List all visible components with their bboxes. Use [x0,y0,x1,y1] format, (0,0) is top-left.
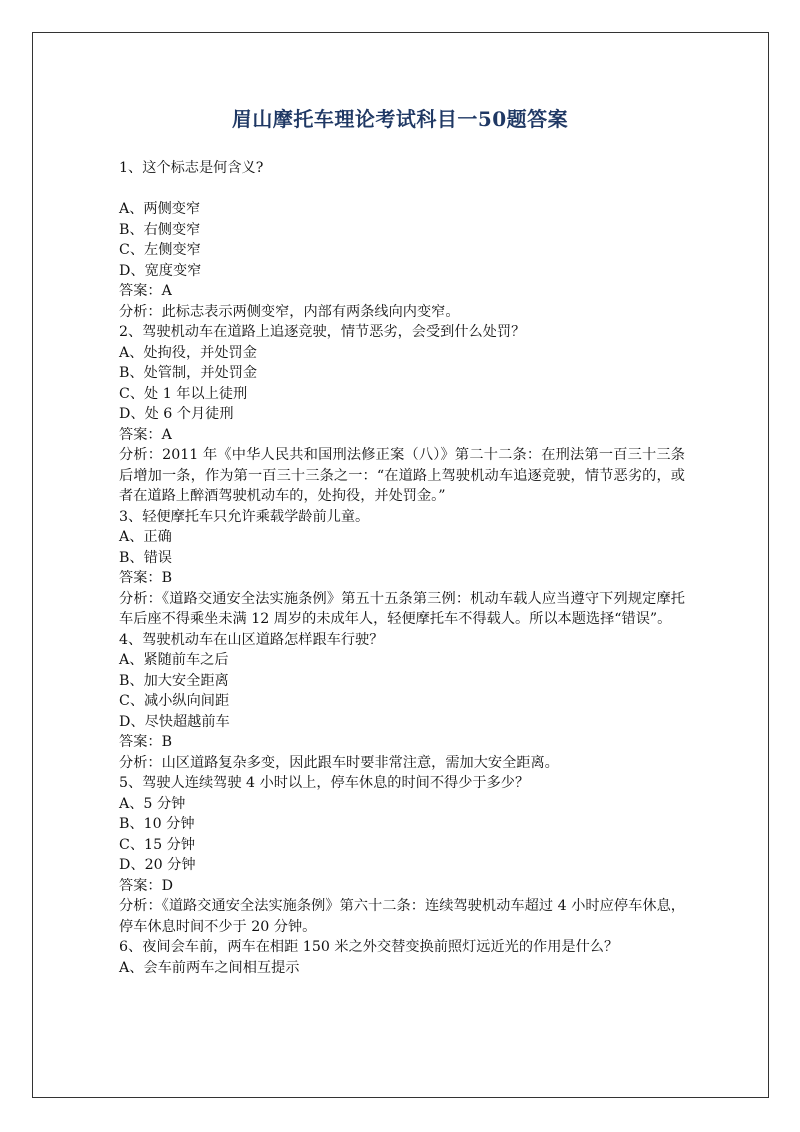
option: A、正确 [119,529,172,545]
question-2: 2、驾驶机动车在道路上追逐竞驶，情节恶劣，会受到什么处罚？ [119,324,526,340]
option: A、会车前两车之间相互提示 [119,959,300,976]
answer: 答案：A [119,283,172,299]
option: B、10 分钟 [119,816,195,832]
option: B、错误 [119,549,172,566]
document-body [119,158,685,978]
answer: 答案：D [119,877,173,894]
analysis: 分析：此标志表示两侧变窄，内部有两条线向内变窄。 [119,303,460,320]
question-4: 4、驾驶机动车在山区道路怎样跟车行驶？ [119,631,384,648]
option: B、处管制，并处罚金 [119,365,258,381]
analysis: 分析：山区道路复杂多变，因此跟车时要非常注意，需加大安全距离。 [119,754,559,771]
question-3: 3、轻便摩托车只允许乘载学龄前儿童。 [119,508,370,525]
option: A、5 分钟 [119,795,186,812]
option: C、左侧变窄 [119,242,201,258]
option: D、20 分钟 [119,857,196,873]
option: D、尽快超越前车 [119,713,230,730]
option: B、右侧变窄 [119,221,201,238]
analysis: 分析：《道路交通安全法实施条例》第五十五条第三例：机动车载人应当遵守下列规定摩托车后座不得乘坐未满 12 周岁的未成年人，轻便摩托车不得载人。所以本题选择“错误”。 [119,590,685,627]
analysis: 分析：2011 年《中华人民共和国刑法修正案（八）》第二十二条：在刑法第一百三十三条后增加一条，作为第一百三十三条之一：“在道路上驾驶机动车追逐竞驶，情节恶劣的，或者在道路上醉酒驾驶机动车的，处拘役，并处罚金。” [119,447,685,504]
option: B、加大安全距离 [119,672,229,689]
option: D、处 6 个月徒刑 [119,406,234,422]
question-6: 6、夜间会车前，两车在相距 150 米之外交替变换前照灯远近光的作用是什么？ [119,939,619,955]
option: C、减小纵向间距 [119,693,230,709]
answer: 答案：B [119,570,172,586]
question-1: 1、这个标志是何含义? [119,160,264,176]
question-5: 5、驾驶人连续驾驶 4 小时以上，停车休息的时间不得少于多少？ [119,775,530,791]
answer: 答案：B [119,734,172,750]
document-title: 眉山摩托车理论考试科目一50题答案 [231,107,569,131]
answer: 答案：A [119,426,172,443]
option: C、15 分钟 [119,836,195,853]
option: A、处拘役，并处罚金 [119,344,257,361]
option: C、处 1 年以上徒刑 [119,385,248,402]
analysis: 分析：《道路交通安全法实施条例》第六十二条：连续驾驶机动车超过 4 小时应停车休息，停车休息时间不少于 20 分钟。 [119,898,685,935]
option: A、紧随前车之后 [119,652,229,668]
option: D、宽度变窄 [119,262,202,279]
sign-image-space [119,179,685,200]
option: A、两侧变窄 [119,201,201,217]
